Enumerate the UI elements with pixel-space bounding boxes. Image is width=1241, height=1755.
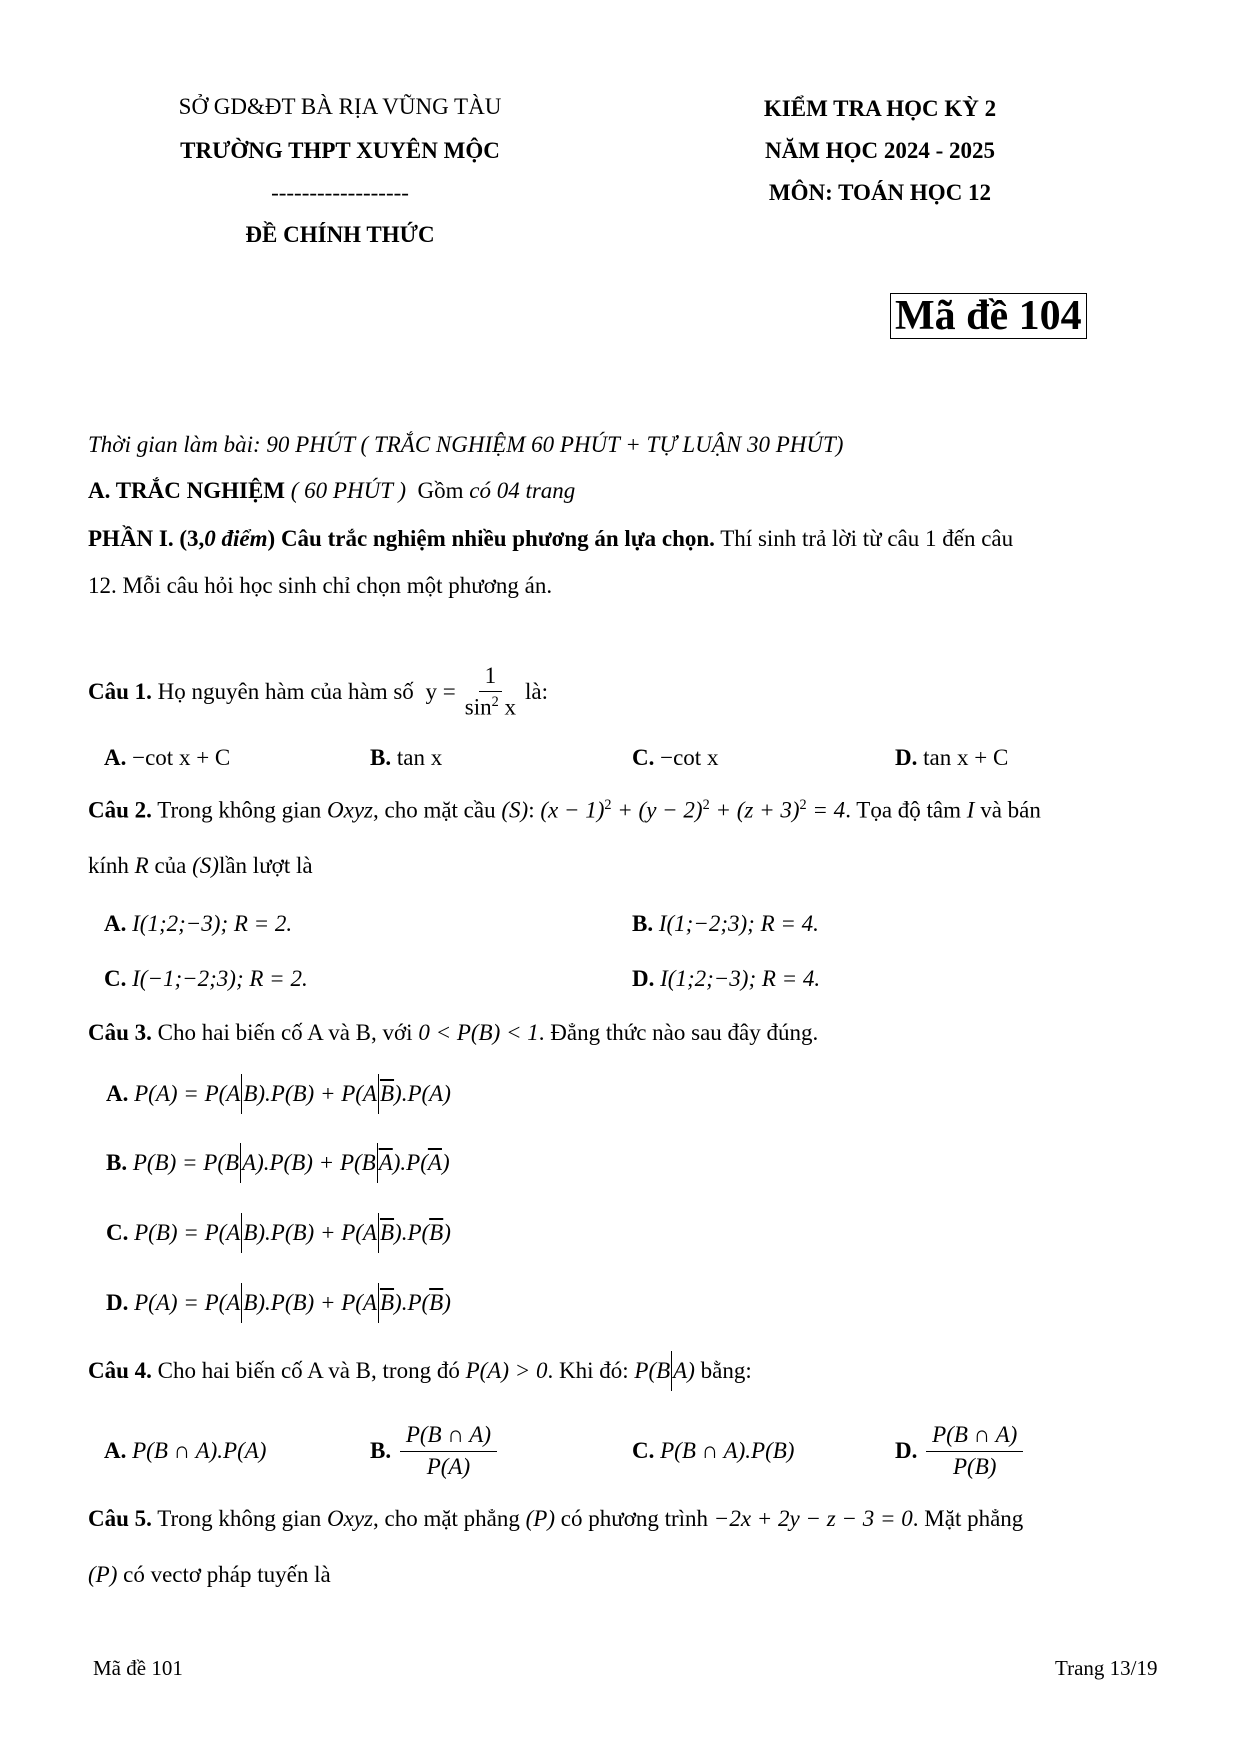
q3-b-end: ) [441,1150,450,1175]
q4-option-a [104,1414,266,1488]
q3-text1: Cho hai biến cố A và B, với [151,1020,419,1045]
question-label: Câu 1. [88,679,152,705]
question-label: Câu 3. [88,1020,152,1045]
option-text: P(B ∩ A).P(A) [132,1438,267,1463]
q3-c-mid2: ).P( [394,1220,430,1245]
q3-condition: 0 < P(B) < 1 [418,1020,539,1045]
q1-den-pow: 2 [491,694,499,711]
q3-c-lhs: P(B) = P(A [134,1220,241,1245]
q2-sphere-s: (S) [501,797,529,823]
option-text: P(B ∩ A).P(B) [660,1438,795,1463]
page-number: Trang 13/19 [1055,1656,1158,1680]
option-label: C. [104,966,127,991]
q2-line2-c: lần lượt là [218,853,313,878]
option-label: B. [632,911,654,936]
q2-text4: và bán [974,797,1041,823]
q1-fraction [459,663,522,722]
subject: MÔN: TOÁN HỌC 12 [768,180,992,205]
q1-den-x: x [498,695,516,721]
given-bar [378,1213,379,1253]
frac-num: P(B ∩ A) [926,1422,1023,1451]
q5-text4: . Mặt phẳng [912,1506,1024,1531]
q2-pow: 2 [702,797,710,813]
question-1 [88,663,548,722]
option-label: C. [632,1438,655,1463]
q3-c-complement: $\overline{B}$ [379,1220,395,1245]
section-a-gom: Gồm [417,478,464,503]
q3-b-lhs: P(B) = P(B [132,1150,240,1175]
q4-text1: Cho hai biến cố A và B, trong đó [151,1358,466,1383]
q1-frac-den [459,692,522,721]
option-text: −cot x + C [132,745,231,770]
given-bar [241,1074,242,1114]
q5-oxyz: Oxyz [327,1506,373,1531]
school-name: TRƯỜNG THPT XUYÊN MỘC [180,138,500,163]
q3-c-end: ) [443,1220,451,1245]
question-5 [88,1506,1023,1532]
question-4 [88,1351,752,1391]
q1-option-b [370,745,442,771]
q3-d-lhs: P(A) = P(A [134,1290,241,1315]
question-3 [88,1020,818,1046]
q3-option-a [106,1072,451,1116]
q2-oxyz: Oxyz [327,797,373,823]
option-text: −cot x [660,745,719,770]
q5-equation: −2x + 2y − z − 3 = 0 [713,1506,913,1531]
option-text: tan x [396,745,443,770]
q2-option-a [104,911,292,937]
q2-center-i: I [966,797,975,823]
question-label: Câu 4. [88,1358,152,1383]
option-label: C. [106,1220,129,1245]
option-text: I(1;−2;3); R = 4. [658,911,819,936]
q2-radius-r: R [134,853,149,878]
q2-option-c [104,966,308,992]
option-label: A. [104,911,127,936]
option-text: I(1;2;−3); R = 2. [132,911,293,936]
q3-a-end: ).P(A) [394,1081,451,1106]
q3-option-b [106,1141,450,1185]
q3-text2: . Đẳng thức nào sau đây đúng. [538,1020,819,1045]
q3-b-complement: $\overline{A}$ [378,1150,393,1175]
option-label: D. [895,745,918,770]
part1-title-a: PHẦN I. (3, [88,526,205,551]
given-bar [240,1143,241,1183]
q5-line2-rest: có vectơ pháp tuyến là [117,1562,331,1587]
given-bar [378,1283,379,1323]
option-label: D. [106,1290,129,1315]
given-bar [378,1074,379,1114]
option-label: A. [104,745,127,770]
question-5-line2 [88,1562,331,1588]
official-exam-label: ĐỀ CHÍNH THỨC [245,222,435,247]
q1-option-c [632,745,718,771]
question-label: Câu 5. [88,1506,152,1531]
part1-points: 0 điểm [204,526,268,551]
question-text: Họ nguyên hàm của hàm số [151,679,420,705]
q2-text2: , cho mặt cầu [372,797,502,823]
q3-option-d [106,1281,451,1325]
part1-rest: Thí sinh trả lời từ câu 1 đến câu [714,526,1014,551]
header-divider: ------------------ [271,180,409,205]
q3-d-complement2: $\overline{B}$ [429,1290,444,1315]
q4-text2: . Khi đó: [547,1358,635,1383]
option-label: D. [895,1438,918,1463]
q2-eq-b: + (y − 2) [611,797,703,823]
q2-eq-end: = 4 [806,797,846,823]
q2-pow: 2 [604,797,612,813]
q2-eq-c: + (z + 3) [709,797,800,823]
option-label: B. [106,1150,128,1175]
q3-d-mid: B).P(B) + P(A [243,1290,377,1315]
q3-c-mid: B).P(B) + P(A [243,1220,377,1245]
school-department: SỞ GD&ĐT BÀ RỊA VŨNG TÀU [178,94,502,119]
exam-code-box: Mã đề 104 [890,293,1087,339]
section-a-pages: có 04 trang [469,478,576,503]
q4-text3: bằng: [694,1358,752,1383]
q2-line2-b: của [148,853,193,878]
q3-c-complement2: $\overline{B}$ [429,1220,444,1245]
q1-frac-num: 1 [479,663,503,692]
frac-den: P(B) [953,1453,997,1479]
frac-den: P(A) [426,1453,471,1479]
part1-instruction-line2: 12. Mỗi câu hỏi học sinh chỉ chọn một phương án. [88,573,553,598]
school-year: NĂM HỌC 2024 - 2025 [765,138,995,163]
q2-option-b [632,911,819,937]
q5-text1: Trong không gian [151,1506,327,1531]
given-bar [377,1143,378,1183]
option-label: C. [632,745,655,770]
section-a-title: A. TRẮC NGHIỆM [88,478,286,503]
q3-option-c [106,1211,451,1255]
q4-option-d [895,1414,1026,1488]
q5-text3: có phương trình [555,1506,714,1531]
q2-text3: . Tọa độ tâm [845,797,967,823]
q3-b-complement2: $\overline{A}$ [427,1150,442,1175]
question-2-line2 [88,853,313,879]
option-label: B. [370,1438,392,1463]
option-label: B. [370,745,392,770]
q4-condition: P(A) > 0 [465,1358,548,1383]
q1-option-a [104,745,230,771]
q1-den-sin: sin [464,695,492,721]
q1-option-d [895,745,1008,771]
q2-line2-a: kính [88,853,135,878]
q3-a-complement: $\overline{B}$ [379,1081,395,1106]
section-a-duration: ( 60 PHÚT ) [290,478,406,503]
option-text: tan x + C [923,745,1009,770]
q3-b-mid: A).P(B) + P(B [242,1150,376,1175]
given-bar [241,1283,242,1323]
q1-y-eq: y = [425,679,456,705]
q2-option-d [632,966,820,992]
q4-b-fraction [400,1422,497,1480]
option-label: A. [104,1438,127,1463]
q3-d-mid2: ).P( [394,1290,430,1315]
section-a-heading [88,478,575,504]
option-label: D. [632,966,655,991]
q4-expr-a: P(B [634,1358,671,1383]
q2-text1: Trong không gian [151,797,327,823]
q4-expr-b: A) [673,1358,695,1383]
q4-d-fraction [926,1422,1023,1480]
q2-pow: 2 [799,797,807,813]
q3-a-mid: B).P(B) + P(A [243,1081,377,1106]
q3-b-mid2: ).P( [392,1150,428,1175]
frac-num: P(B ∩ A) [400,1422,497,1451]
option-label: A. [106,1081,129,1106]
option-text: I(1;2;−3); R = 4. [660,966,821,991]
q4-option-c [632,1414,794,1488]
option-text: I(−1;−2;3); R = 2. [132,966,308,991]
q5-plane-p: (P) [525,1506,556,1531]
given-bar [241,1213,242,1253]
footer-exam-code: Mã đề 101 [93,1656,183,1680]
q2-eq-a: (x − 1) [540,797,605,823]
q3-a-lhs: P(A) = P(A [134,1081,241,1106]
q3-d-end: ) [443,1290,451,1315]
q5-text2: , cho mặt phẳng [372,1506,526,1531]
q5-plane-p2: (P) [88,1562,118,1587]
question-label: Câu 2. [88,797,152,823]
exam-title: KIỂM TRA HỌC KỲ 2 [763,96,997,121]
time-line: Thời gian làm bài: 90 PHÚT ( TRẮC NGHIỆM 60 PHÚT + TỰ LUẬN 30 PHÚT) [88,432,844,457]
q3-d-complement: $\overline{B}$ [379,1290,395,1315]
q4-option-b [370,1414,500,1488]
question-2 [88,797,1041,824]
q2-sphere-s2: (S) [192,853,219,878]
q2-colon: : [528,797,535,823]
part1-title-b: ) Câu trắc nghiệm nhiều phương án lựa chọn. [267,526,715,551]
q1-tail: là: [525,679,548,705]
part1-instruction-line1 [88,526,1013,552]
